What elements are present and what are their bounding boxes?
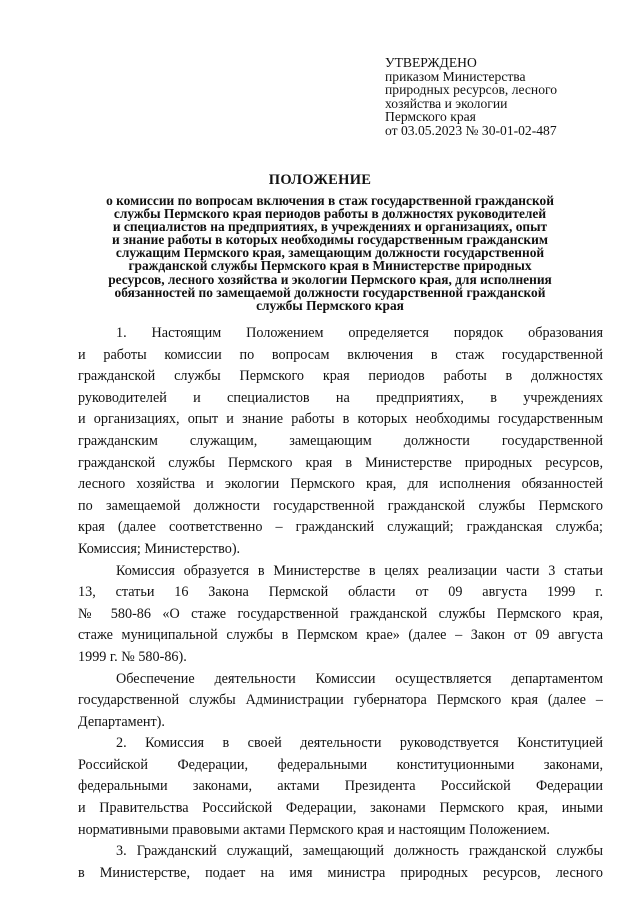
subtitle-line: службы Пермского края периодов работы в должностях руководителей — [113, 206, 547, 222]
body-line: Комиссия образуется в Министерстве в целях реализации части 3 статьи — [116, 562, 603, 579]
body-line: 13, статьи 16 Закона Пермской области от 09 августа 1999 г. — [78, 584, 603, 601]
body-line: Комиссия; Министерство). — [78, 540, 241, 557]
body-line: № 580-86 «О стаже государственной гражданской службы Пермского края, — [78, 605, 603, 622]
body-line: стаже муниципальной службы в Пермском крае» (далее – Закон от 09 августа — [78, 627, 603, 644]
subtitle-line: и знание работы в которых необходимы государственным гражданским — [112, 232, 548, 248]
body-line: и организациях, опыт и знание работы в которых необходимы государственным — [78, 411, 603, 428]
document-subtitle — [70, 194, 590, 312]
body-line: Российской Федерации, федеральными конституционными законами, — [78, 756, 603, 773]
body-line: и Правительства Российской Федерации, законами Пермского края, иными — [78, 800, 603, 817]
approval-line: природных ресурсов, лесного — [385, 82, 558, 98]
subtitle-line: о комиссии по вопросам включения в стаж государственной гражданской — [106, 193, 554, 208]
body-line: 1999 г. № 580-86). — [78, 648, 187, 665]
body-line: гражданским служащим, замещающим должности государственной — [78, 432, 603, 449]
body-line: государственной службы Администрации губернатора Пермского края (далее – — [78, 692, 603, 709]
subtitle-line: служащим Пермского края, замещающим должности государственной — [115, 245, 545, 261]
subtitle-line: обязанностей по замещаемой должности государственной гражданской — [114, 284, 546, 300]
subtitle-line: и специалистов на предприятиях, в учреждениях и организациях, опыт — [112, 219, 548, 235]
approval-block — [385, 56, 625, 138]
body-line: 3. Гражданский служащий, замещающий должность гражданской службы — [116, 843, 603, 860]
document-body — [78, 323, 603, 884]
approval-line: приказом Министерства — [385, 68, 526, 84]
body-line: Обеспечение деятельности Комиссии осуществляется департаментом — [116, 670, 603, 687]
body-line: края (далее соответственно – гражданский служащий; гражданская служба; — [78, 519, 603, 536]
body-line: лесного хозяйства и экологии Пермского края, для исполнения обязанностей — [78, 476, 603, 493]
body-line: в Министерстве, подает на имя министра природных ресурсов, лесного — [78, 864, 603, 881]
approval-line: от 03.05.2023 № 30-01-02-487 — [385, 122, 557, 138]
subtitle-line: службы Пермского края — [256, 297, 404, 313]
body-line: гражданской службы Пермского края периодов работы в должностях — [78, 368, 603, 385]
approval-line: Пермского края — [385, 109, 476, 125]
body-line: по замещаемой должности государственной гражданской службы Пермского — [78, 497, 603, 514]
body-line: 2. Комиссия в своей деятельности руководствуется Конституцией — [116, 735, 603, 752]
body-line: гражданской службы Пермского края в Министерстве природных ресурсов, — [78, 454, 603, 471]
body-line: и работы комиссии по вопросам включения в стаж государственной — [78, 346, 603, 363]
body-line: руководителей и специалистов на предприятиях, в учреждениях — [78, 389, 603, 406]
approval-line: хозяйства и экологии — [385, 95, 508, 111]
body-line: Департамент). — [78, 713, 165, 730]
body-line: федеральными законами, актами Президента Российской Федерации — [78, 778, 603, 795]
subtitle-line: ресурсов, лесного хозяйства и экологии Пермского края, для исполнения — [108, 271, 552, 287]
subtitle-line: гражданской службы Пермского края в Министерстве природных — [128, 258, 532, 274]
body-line: 1. Настоящим Положением определяется порядок образования — [116, 325, 603, 341]
document-title: ПОЛОЖЕНИЕ — [268, 172, 372, 188]
approval-line: УТВЕРЖДЕНО — [385, 55, 477, 70]
body-line: нормативными правовыми актами Пермского края и настоящим Положением. — [78, 821, 550, 838]
